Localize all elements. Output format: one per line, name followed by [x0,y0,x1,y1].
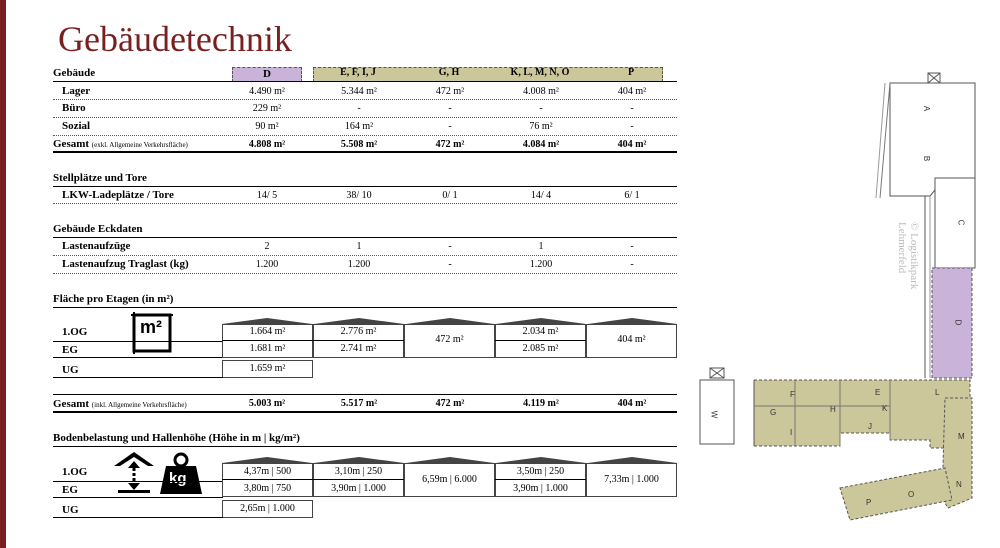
cell: 0/ 1 [442,190,458,201]
row-label-buero: Büro [62,102,86,114]
map-label-i: I [790,428,793,437]
cell: 4.119 m² [523,398,559,409]
divider [53,81,677,82]
total-label: Gesamt [53,398,90,410]
section-stellplaetze-header: Stellplätze und Tore [53,172,147,184]
cell: 404 m² [617,139,647,150]
divider [53,307,677,308]
map-label-g: G [770,408,777,417]
cell: - [448,241,452,252]
cell: 472 m² [435,398,465,409]
cell: 1.659 m² [249,363,286,374]
weight-icon-text: kg [169,470,187,487]
divider [495,340,586,341]
floor-label-eg: EG [62,484,78,496]
cell: - [630,259,634,270]
row-label-gesamt [53,138,188,150]
cell: 164 m² [344,121,374,132]
cell: - [630,241,634,252]
row-label-traglast: Lastenaufzug Traglast (kg) [62,258,189,270]
cell: 6/ 1 [624,190,640,201]
cell: 4,37m | 500 [243,466,292,477]
column-header-klmno-label: K, L, M, N, O [510,67,570,78]
total-note: (inkl. Allgemeine Verkehrsfläche) [91,401,187,409]
section-bodenbelastung-header: Bodenbelastung und Hallenhöhe (Höhe in m | kg/m²) [53,432,300,444]
row-label-lkw: LKW-Ladeplätze / Tore [62,189,174,201]
map-label-p: P [866,498,872,507]
column-header-d: D [232,67,302,82]
column-header-gh-label: G, H [438,67,460,78]
cell: 1.681 m² [249,343,286,354]
cell: 3,90m | 1.000 [331,483,386,494]
row-label-lastenaufzuege: Lastenaufzüge [62,240,131,252]
cell: 472 m² [435,86,465,97]
cell: 38/ 10 [346,190,372,201]
map-label-k: K [882,404,888,413]
divider [53,517,223,518]
cell: 5.517 m² [340,398,378,409]
cell: 14/ 4 [530,190,552,201]
cell: 229 m² [252,103,282,114]
cell: 6,59m | 6.000 [422,474,477,485]
cell: 2.741 m² [340,343,377,354]
weight-icon [160,452,202,494]
cell: - [630,121,634,132]
row-label-gesamt-2 [53,398,187,410]
divider [53,446,677,447]
cell: 472 m² [435,139,465,150]
floor-label-og: 1.OG [62,466,88,478]
map-label-l: L [935,388,940,397]
cell: 3,10m | 250 [334,466,383,477]
map-label-d: D [953,319,963,326]
row-divider [53,255,677,256]
map-label-j: J [868,422,872,431]
divider [53,497,223,498]
area-icon-text: m² [140,317,162,337]
divider [53,411,677,413]
floor-label-og: 1.OG [62,326,88,338]
row-divider [53,117,677,118]
cell: - [448,103,452,114]
divider [53,394,677,395]
cell: 1.200 [347,259,371,270]
cell: 90 m² [255,121,279,132]
site-plan [690,68,990,528]
row-label-sozial: Sozial [62,120,91,132]
cell: - [448,121,452,132]
column-header-efij-label: E, F, I, J [340,67,376,78]
row-divider [53,99,677,100]
cell: 2.085 m² [522,343,559,354]
section-flaeche-header: Fläche pro Etagen (in m²) [53,293,174,305]
map-label-f: F [790,390,795,399]
divider [53,237,677,238]
row-divider [53,273,677,274]
cell: 76 m² [529,121,553,132]
cell: 1.200 [255,259,279,270]
cell: 472 m² [435,334,464,345]
area-icon [131,312,175,354]
left-accent-bar [0,0,6,548]
map-label-a: A [922,105,932,112]
row-label-lager: Lager [62,85,91,97]
cell: 4.008 m² [523,86,559,97]
cell: 404 m² [617,334,646,345]
cell: 3,90m | 1.000 [513,483,568,494]
divider [495,479,586,480]
floor-label-ug: UG [62,504,79,516]
section-eckdaten-header: Gebäude Eckdaten [53,223,143,235]
cell: 3,80m | 750 [243,483,292,494]
map-label-b: B [922,155,932,162]
map-label-c: C [956,219,966,226]
cell: - [357,103,361,114]
cell: 2,65m | 1.000 [240,503,295,514]
divider [53,481,223,482]
cell: 3,50m | 250 [516,466,565,477]
map-label-m: M [958,432,965,441]
cell: - [630,103,634,114]
watermark: © Logistikpark Lehmerfeld [896,222,920,290]
row-divider [53,203,677,204]
map-label-n: N [956,480,962,489]
section-gebaeude-header: Gebäude [53,67,96,79]
map-label-w: W [709,410,719,419]
divider [53,151,677,153]
row-divider [53,135,677,136]
cell: 4.084 m² [522,139,560,150]
cell: 14/ 5 [256,190,278,201]
cell: 7,33m | 1.000 [604,474,659,485]
total-label: Gesamt [53,138,90,150]
divider [53,357,223,358]
height-icon [110,450,158,494]
cell: 1.200 [529,259,553,270]
cell: 2 [264,241,270,252]
cell: 2.034 m² [522,326,559,337]
cell: 2.776 m² [340,326,377,337]
divider [53,186,677,187]
map-label-e: E [875,388,881,397]
map-label-h: H [830,405,836,414]
divider [222,479,404,480]
page-title: Gebäudetechnik [58,19,292,59]
cell: 1 [356,241,362,252]
cell: 404 m² [617,398,647,409]
cell: 404 m² [617,86,647,97]
divider [53,341,223,342]
divider [222,340,404,341]
floor-label-ug: UG [62,364,79,376]
divider [53,377,223,378]
cell: 4.808 m² [248,139,286,150]
cell: - [539,103,543,114]
cell: 1.664 m² [249,326,286,337]
column-header-p-label: P [627,67,635,78]
cell: 5.003 m² [248,398,286,409]
cell: 5.508 m² [340,139,378,150]
cell: 1 [538,241,544,252]
cell: 4.490 m² [249,86,285,97]
cell: 5.344 m² [341,86,377,97]
total-note: (exkl. Allgemeine Verkehrsfläche) [91,141,188,149]
floor-label-eg: EG [62,344,78,356]
cell: - [448,259,452,270]
map-label-o: O [908,490,915,499]
